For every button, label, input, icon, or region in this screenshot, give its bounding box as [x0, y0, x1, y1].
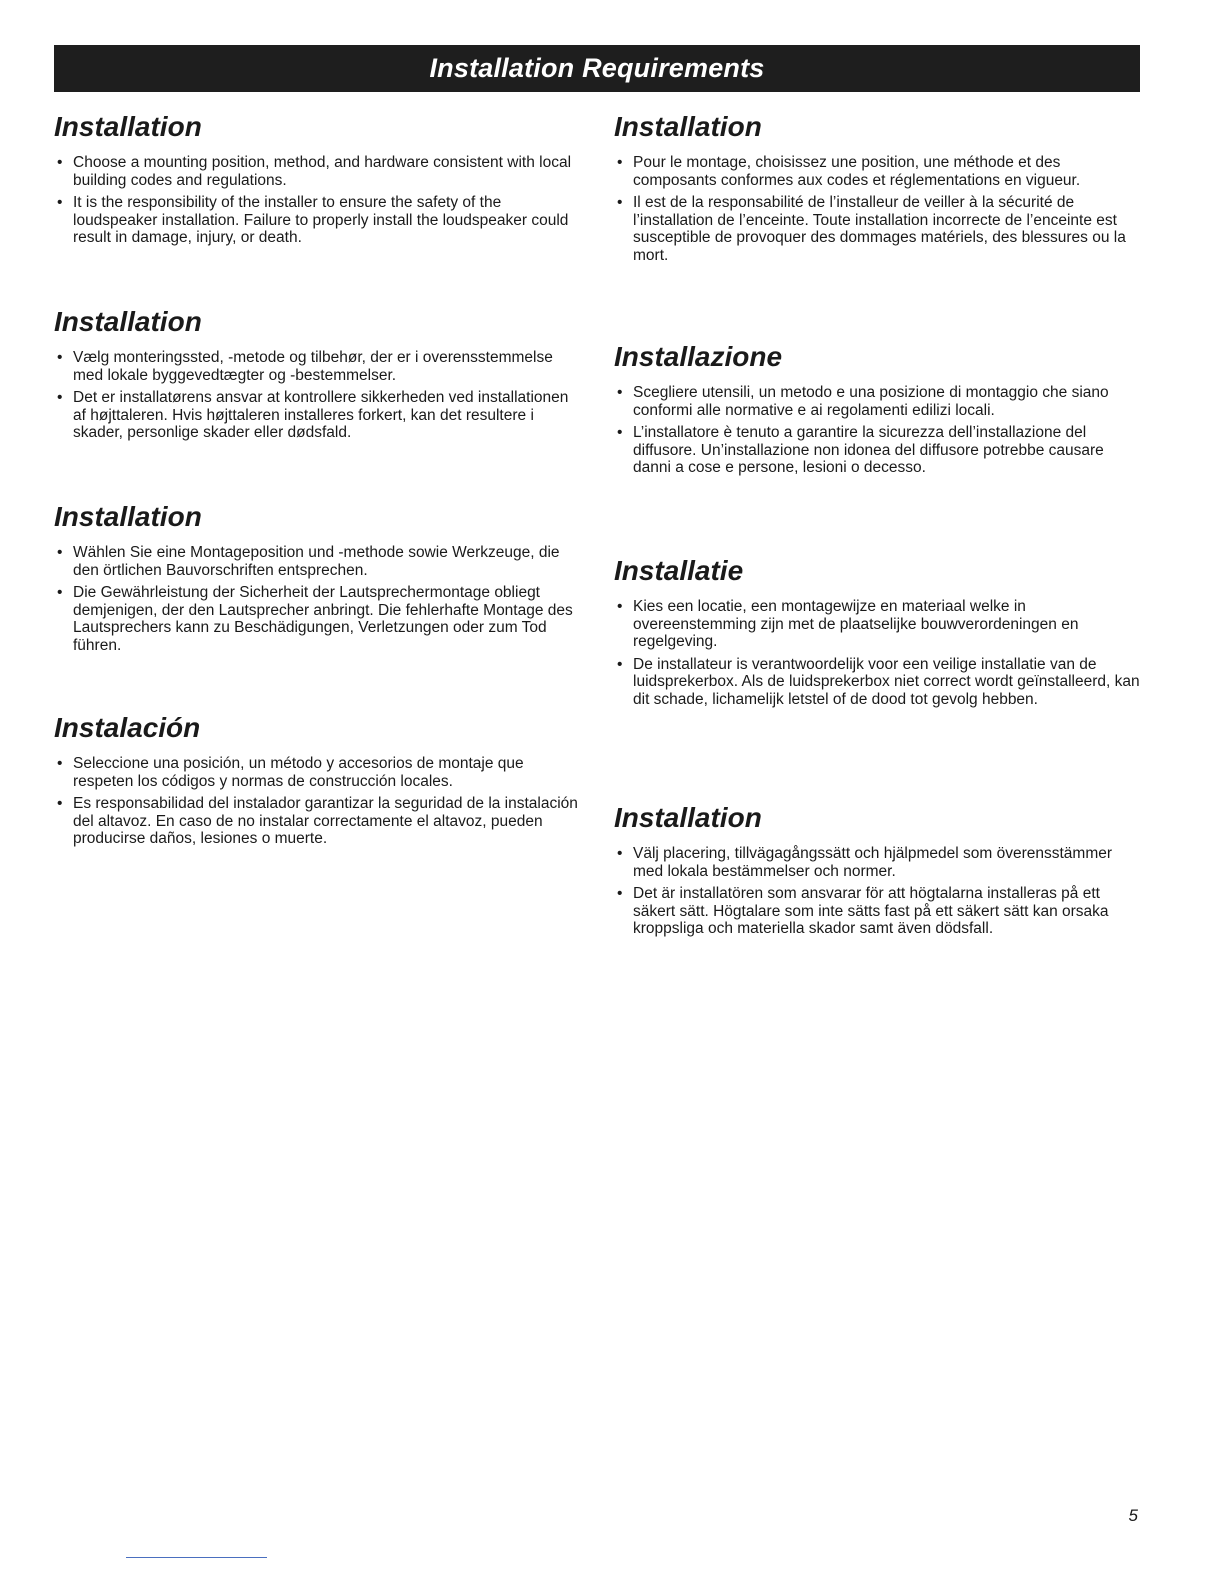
list-item: • Pour le montage, choisissez une position, une méthode et des composants conformes aux codes et réglementations en vigueur.	[617, 154, 1081, 189]
bullet-icon: •	[57, 389, 63, 406]
list-item: • Kies een locatie, een montagewijze en materiaal welke in overeenstemming zijn met de plaatselijke bouwverordeningen en regelgeving.	[617, 598, 1079, 650]
bullet-list	[614, 154, 1144, 264]
bullet-icon: •	[617, 598, 623, 615]
bullet-icon: •	[57, 194, 63, 211]
section-heading: Installation	[614, 111, 762, 142]
section-heading: Installation	[54, 306, 202, 337]
bullet-icon: •	[617, 424, 623, 441]
bullet-list	[54, 154, 584, 247]
bullet-icon: •	[617, 154, 623, 171]
list-item: • Seleccione una posición, un método y accesorios de montaje que respeten los códigos y normas de construcción locales.	[57, 755, 524, 790]
bullet-icon: •	[617, 384, 623, 401]
section-heading: Installation	[54, 111, 202, 142]
section-heading: Installatie	[614, 555, 744, 586]
bullet-list	[54, 349, 584, 442]
list-item: • Välj placering, tillvägagångssätt och hjälpmedel som överensstämmer med lokala bestämmelser och normer.	[617, 845, 1113, 880]
section-danish	[54, 305, 584, 447]
bullet-icon: •	[617, 845, 623, 862]
bullet-list	[54, 544, 584, 654]
bullet-icon: •	[617, 885, 623, 902]
section-english	[54, 110, 584, 252]
section-spanish	[54, 711, 584, 853]
bullet-icon: •	[57, 584, 63, 601]
list-item: • De installateur is verantwoordelijk voor een veilige installatie van de luidsprekerbox. Als de luidsprekerbox niet correct wordt geïnstalleerd, kan dit schade, lichamelijk letstel of de dood tot gevolg hebben.	[617, 655, 1140, 708]
section-french	[614, 110, 1144, 269]
bullet-icon: •	[57, 544, 63, 561]
page-number: 5	[1128, 1506, 1138, 1525]
list-item: • Det er installatørens ansvar at kontrollere sikkerheden ved installationen af højttaleren. Hvis højttaleren installeres forkert, kan det resultere i skader, personlige skader eller dødsfald.	[57, 389, 569, 441]
list-item: • Choose a mounting position, method, and hardware consistent with local building codes and regulations.	[57, 154, 572, 189]
bullet-list	[614, 598, 1144, 708]
section-heading: Instalación	[54, 712, 201, 743]
section-swedish	[614, 801, 1144, 943]
section-german	[54, 500, 584, 659]
bullet-icon: •	[57, 795, 63, 812]
bullet-list	[54, 755, 584, 848]
list-item: • It is the responsibility of the installer to ensure the safety of the loudspeaker installation. Failure to properly install the loudspeaker could result in damage, injury, or death.	[57, 194, 569, 246]
list-item: • Wählen Sie eine Montageposition und -methode sowie Werkzeuge, die den örtlichen Bauvorschriften entsprechen.	[57, 544, 560, 579]
banner-title: Installation Requirements	[429, 53, 765, 83]
section-heading: Installazione	[614, 341, 783, 372]
section-dutch	[614, 554, 1144, 713]
bullet-icon: •	[57, 154, 63, 171]
footer-divider	[126, 1557, 267, 1558]
bullet-icon: •	[617, 655, 623, 673]
list-item: • Es responsabilidad del instalador garantizar la seguridad de la instalación del altavoz. En caso de no instalar correctamente el altavoz, pueden producirse daños, lesiones o muerte.	[57, 795, 578, 847]
bullet-icon: •	[57, 349, 63, 366]
bullet-icon: •	[57, 755, 63, 772]
section-heading: Installation	[614, 802, 762, 833]
section-banner	[54, 45, 1140, 92]
section-heading: Installation	[54, 501, 202, 532]
list-item: • Il est de la responsabilité de l’installeur de veiller à la sécurité de l’installation de l’enceinte. Toute installation incorrecte de l’enceinte est susceptible de provoquer des dommages matériels, des blessures ou la mort.	[617, 194, 1126, 264]
section-italian	[614, 340, 1144, 482]
list-item: • Scegliere utensili, un metodo e una posizione di montaggio che siano conformi alle normative e ai regolamenti edilizi locali.	[617, 384, 1109, 419]
bullet-list	[614, 845, 1144, 938]
list-item: • L’installatore è tenuto a garantire la sicurezza dell’installazione del diffusore. Un’installazione non idonea del diffusore potrebbe causare danni a cose e persone, lesioni o decesso.	[617, 424, 1104, 476]
list-item: • Vælg monteringssted, -metode og tilbehør, der er i overensstemmelse med lokale byggevedtægter og -bestemmelser.	[57, 349, 553, 384]
list-item: • Det är installatören som ansvarar för att högtalarna installeras på ett säkert sätt. Högtalare som inte sätts fast på ett säkert sätt kan orsaka kroppsliga och materiella skador samt även dödsfall.	[617, 885, 1109, 937]
bullet-icon: •	[617, 194, 623, 211]
list-item: • Die Gewährleistung der Sicherheit der Lautsprechermontage obliegt demjenigen, der den Lautsprecher anbringt. Die fehlerhafte Montage des Lautsprechers kann zu Beschädigungen, Verletzungen oder zum Tod führen.	[57, 584, 573, 654]
bullet-list	[614, 384, 1144, 477]
